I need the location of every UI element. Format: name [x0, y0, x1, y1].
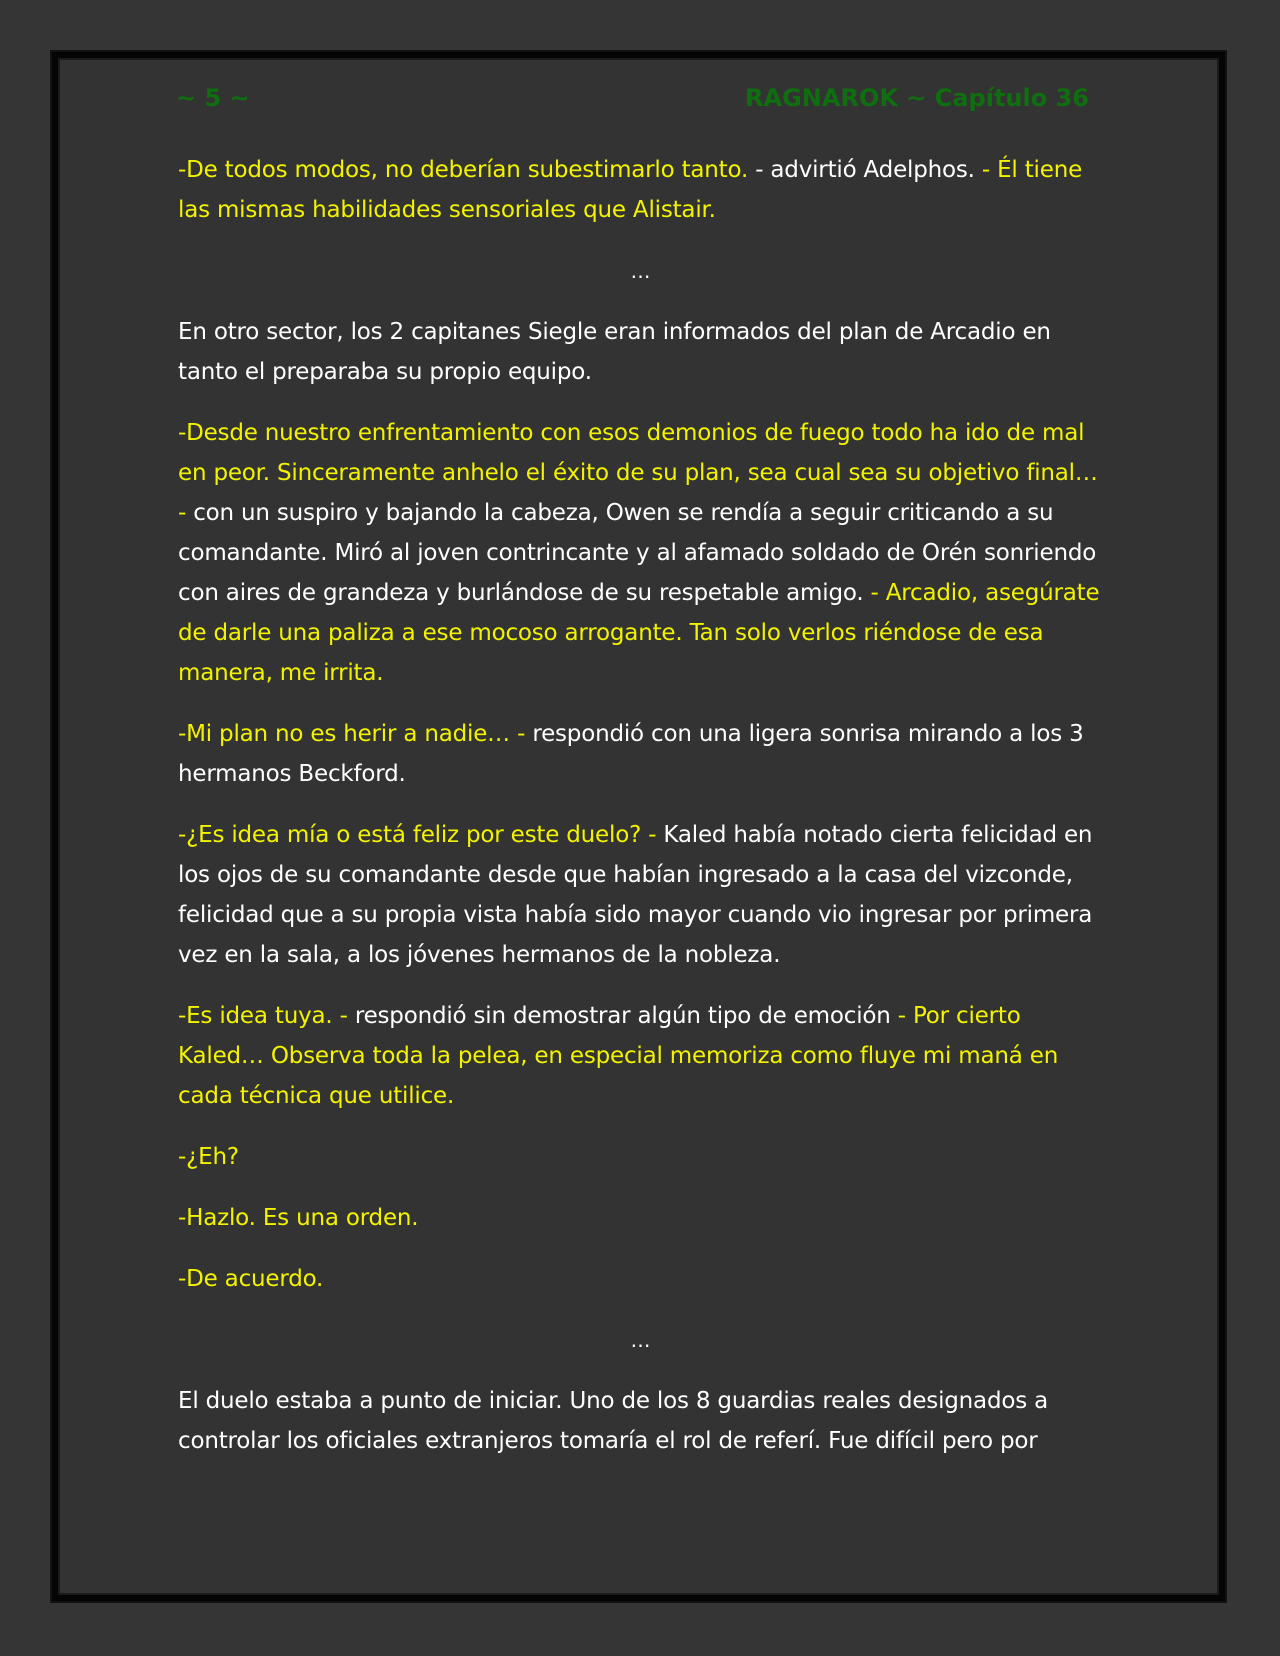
- dialogue-text: -¿Eh?: [178, 1144, 239, 1170]
- page-number: ~ 5 ~: [176, 84, 250, 112]
- dialogue-text: - Por cierto Kaled… Observa toda la pelea, en especial memoriza como fluye mi maná en cada técnica que utilice.: [178, 1003, 1059, 1109]
- document-page: [52, 52, 1225, 1601]
- page-header: [176, 84, 1089, 124]
- narration-text: …: [630, 259, 651, 283]
- dialogue-text: -Desde nuestro enfrentamiento con esos demonios de fuego todo ha ido de mal en peor. Sinceramente anhelo el éxito de su plan, sea cual sea su objetivo final… -: [178, 420, 1098, 526]
- paragraph: [178, 312, 1103, 392]
- narration-text: En otro sector, los 2 capitanes Siegle eran informados del plan de Arcadio en tanto el preparaba su propio equipo.: [178, 319, 1051, 385]
- page-body: [178, 150, 1103, 1482]
- narration-text: …: [630, 1328, 651, 1352]
- paragraph: [178, 413, 1103, 693]
- scene-separator: [178, 1320, 1103, 1360]
- paragraph: [178, 1198, 1103, 1238]
- paragraph: [178, 1381, 1103, 1461]
- paragraph: [178, 815, 1103, 975]
- narration-text: - advirtió Adelphos.: [755, 157, 982, 183]
- narration-text: respondió sin demostrar algún tipo de emoción: [354, 1003, 898, 1029]
- paragraph: [178, 150, 1103, 230]
- dialogue-text: -Mi plan no es herir a nadie… -: [178, 721, 533, 747]
- narration-text: respondió con una ligera sonrisa mirando a los 3 hermanos Beckford.: [178, 721, 1084, 787]
- dialogue-text: -Hazlo. Es una orden.: [178, 1205, 419, 1231]
- dialogue-text: - Él tiene las mismas habilidades sensoriales que Alistair.: [178, 157, 1083, 223]
- paragraph: [178, 996, 1103, 1116]
- dialogue-text: - Arcadio, asegúrate de darle una paliza a ese mocoso arrogante. Tan solo verlos riéndose de esa manera, me irrita.: [178, 580, 1100, 686]
- chapter-title: RAGNAROK ~ Capítulo 36: [745, 84, 1089, 112]
- paragraph: [178, 1259, 1103, 1299]
- scene-separator: [178, 251, 1103, 291]
- paragraph: [178, 1137, 1103, 1177]
- narration-text: El duelo estaba a punto de iniciar. Uno de los 8 guardias reales designados a controlar los oficiales extranjeros tomaría el rol de referí. Fue difícil pero por: [178, 1388, 1048, 1454]
- dialogue-text: -De acuerdo.: [178, 1266, 324, 1292]
- paragraph: [178, 714, 1103, 794]
- dialogue-text: -Es idea tuya. -: [178, 1003, 355, 1029]
- dialogue-text: -¿Es idea mía o está feliz por este duelo? -: [178, 822, 664, 848]
- dialogue-text: -De todos modos, no deberían subestimarlo tanto.: [178, 157, 756, 183]
- narration-text: Kaled había notado cierta felicidad en los ojos de su comandante desde que habían ingresado a la casa del vizconde, felicidad que a su propia vista había sido mayor cuando vio ingresar por primera vez en la sala, a los jóvenes hermanos de la nobleza.: [178, 822, 1093, 968]
- narration-text: con un suspiro y bajando la cabeza, Owen se rendía a seguir criticando a su comandante. Miró al joven contrincante y al afamado soldado de Orén sonriendo con aires de grandeza y burlándose de su respetable amigo.: [178, 500, 1097, 606]
